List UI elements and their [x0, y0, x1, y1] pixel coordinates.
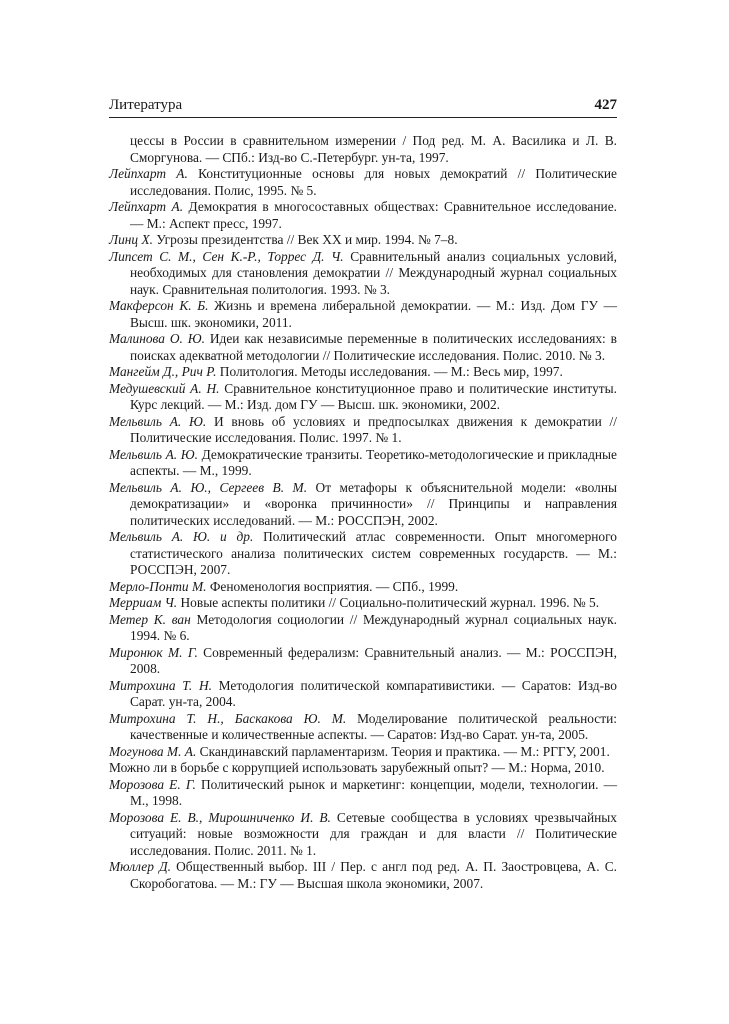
bibliography-entry: Метер К. ван Методология социологии // Международный журнал социальных наук. 1994. № 6.	[109, 611, 617, 643]
bibliography-entry: Мерриам Ч. Новые аспекты политики // Социально-политический журнал. 1996. № 5.	[109, 595, 600, 610]
bibliography-entry: Мельвиль А. Ю., Сергеев В. М. От метафоры к объяснительной модели: «волны демократизации» и «воронка причинности» // Принципы и направления политических исследований. — М.: РОССПЭН, 2002.	[109, 479, 617, 528]
bibliography-entry: Липсет С. М., Сен К.-Р., Торрес Д. Ч. Сравнительный анализ социальных условий, необходимых для становления демократии // Международный журнал социальных наук. Сравнительная политология. 1993. № 3.	[109, 248, 617, 297]
running-title: Литература	[109, 97, 183, 113]
bibliography-list	[109, 133, 617, 892]
bibliography-entry: Мангейм Д., Рич Р. Политология. Методы исследования. — М.: Весь мир, 1997.	[109, 364, 563, 379]
bibliography-entry: Митрохина Т. Н., Баскакова Ю. М. Моделирование политической реальности: качественные и количественные аспекты. — Саратов: Изд-во Сарат. ун-та, 2005.	[109, 710, 617, 742]
bibliography-entry: Макферсон К. Б. Жизнь и времена либеральной демократии. — М.: Изд. Дом ГУ — Высш. шк. экономики, 2011.	[109, 298, 617, 330]
bibliography-entry: Морозова Е. В., Мирошниченко И. В. Сетевые сообщества в условиях чрезвычайных ситуаций: новые возможности для граждан и для власти // Политические исследования. Полис. 2011. № 1.	[109, 809, 617, 858]
bibliography-entry: Линц Х. Угрозы президентства // Век XX и мир. 1994. № 7–8.	[109, 232, 458, 247]
bibliography-entry: Медушевский А. Н. Сравнительное конституционное право и политические институты. Курс лекций. — М.: Изд. дом ГУ — Высш. шк. экономики, 2002.	[109, 380, 617, 412]
bibliography-entry: Можно ли в борьбе с коррупцией использовать зарубежный опыт? — М.: Норма, 2010.	[109, 760, 605, 775]
bibliography-entry: Могунова М. А. Скандинавский парламентаризм. Теория и практика. — М.: РГГУ, 2001.	[109, 743, 610, 759]
page-number: 427	[594, 97, 617, 113]
bibliography-entry: Лейпхарт А. Конституционные основы для новых демократий // Политические исследования. Полис, 1995. № 5.	[109, 166, 617, 198]
bibliography-entry: Морозова Е. Г. Политический рынок и маркетинг: концепции, модели, технологии. — М., 1998.	[109, 776, 617, 808]
running-header	[109, 92, 617, 114]
bibliography-entry: Мельвиль А. Ю. Демократические транзиты. Теоретико-методологические и прикладные аспекты. — М., 1999.	[109, 446, 618, 478]
bibliography-entry: Мельвиль А. Ю. И вновь об условиях и предпосылках движения к демократии // Политические исследования. Полис. 1997. № 1.	[109, 413, 617, 445]
bibliography-entry: Мельвиль А. Ю. и др. Политический атлас современности. Опыт многомерного статистического анализа политических систем современных государств. — М.: РОССПЭН, 2007.	[109, 529, 617, 577]
bibliography-entry: Лейпхарт А. Демократия в многосоставных обществах: Сравнительное исследование. — М.: Аспект пресс, 1997.	[109, 199, 617, 231]
bibliography-entry: Мюллер Д. Общественный выбор. III / Пер. с англ под ред. А. П. Заостровцева, А. С. Скоробогатова. — М.: ГУ — Высшая школа экономики, 2007.	[109, 859, 617, 891]
bibliography-entry: цессы в России в сравнительном измерении / Под ред. М. А. Василика и Л. В. Сморгунова. — СПб.: Изд-во С.-Петербург. ун-та, 1997.	[130, 133, 617, 165]
header-rule	[109, 117, 617, 118]
bibliography-entry: Малинова О. Ю. Идеи как независимые переменные в политических исследованиях: в поисках адекватной методологии // Политические исследования. Полис. 2010. № 3.	[109, 331, 617, 363]
bibliography-entry: Миронюк М. Г. Современный федерализм: Сравнительный анализ. — М.: РОССПЭН, 2008.	[109, 644, 617, 676]
bibliography-entry: Митрохина Т. Н. Методология политической компаративистики. — Саратов: Изд-во Сарат. ун-та, 2004.	[109, 677, 617, 709]
bibliography-entry: Мерло-Понти М. Феноменология восприятия. — СПб., 1999.	[109, 578, 459, 594]
